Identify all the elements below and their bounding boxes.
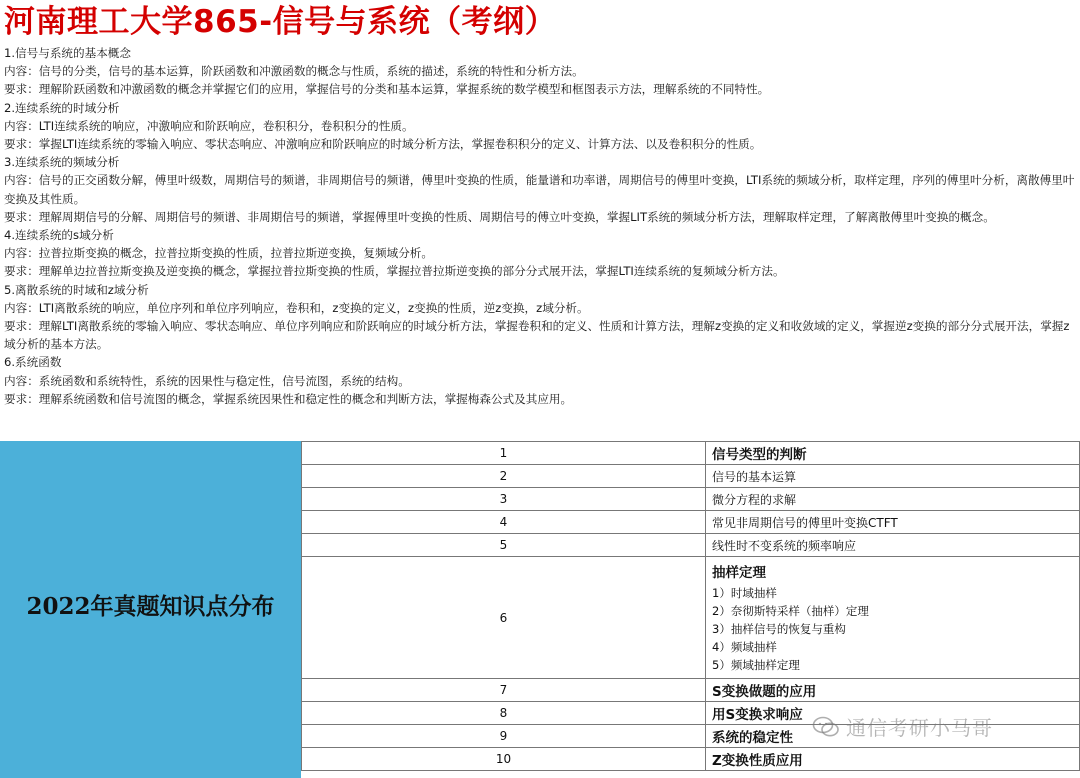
table-row <box>302 488 1080 511</box>
section-requirement: 要求：理解LTI离散系统的零输入响应、零状态响应、单位序列响应和阶跃响应的时域分析方法，掌握卷积和的定义、性质和计算方法，理解z变换的定义和收敛域的定义，掌握逆z变换的部分分式展开法，掌握z域分析的基本方法。 <box>4 319 1070 352</box>
panel-title: 2022年真题知识点分布 <box>26 593 275 620</box>
row-topic: 微分方程的求解 <box>706 488 1080 511</box>
row-number: 6 <box>302 557 706 679</box>
subtopic: 2）奈彻斯特采样（抽样）定理 <box>712 603 869 618</box>
section-heading: 4.连续系统的s域分析 <box>4 228 114 243</box>
subtopic: 3）抽样信号的恢复与重构 <box>712 621 846 636</box>
table-row <box>302 442 1080 465</box>
section-heading: 2.连续系统的时域分析 <box>4 100 120 115</box>
section-requirement: 要求：理解阶跃函数和冲激函数的概念并掌握它们的应用，掌握信号的分类和基本运算，掌握系统的数学模型和框图表示方法，理解系统的不同特性。 <box>4 82 770 97</box>
section-requirement: 要求：理解周期信号的分解、周期信号的频谱、非周期信号的频谱，掌握傅里叶变换的性质、周期信号的傅立叶变换，掌握LIT系统的频域分析方法，理解取样定理，了解离散傅里叶变换的概念。 <box>4 209 995 224</box>
section-heading: 5.离散系统的时域和z域分析 <box>4 282 149 297</box>
table-row <box>302 557 1080 679</box>
section-requirement: 要求：理解单边拉普拉斯变换及逆变换的概念，掌握拉普拉斯变换的性质，掌握拉普拉斯逆变换的部分分式展开法，掌握LTI连续系统的复频域分析方法。 <box>4 264 785 279</box>
row-topic: 常见非周期信号的傅里叶变换CTFT <box>706 511 1080 534</box>
table-row <box>302 534 1080 557</box>
section-heading: 1.信号与系统的基本概念 <box>4 46 131 60</box>
row-number: 8 <box>302 702 706 725</box>
table-row <box>302 679 1080 702</box>
table-row <box>302 511 1080 534</box>
row-number: 3 <box>302 488 706 511</box>
subtopic: 1）时域抽样 <box>712 585 777 600</box>
subtopic: 4）频域抽样 <box>712 639 777 654</box>
row-topic: 线性时不变系统的频率响应 <box>706 534 1080 557</box>
section-content: 内容：信号的正交函数分解，傅里叶级数，周期信号的频谱，非周期信号的频谱，傅里叶变换的性质，能量谱和功率谱，周期信号的傅里叶变换，LTI系统的频域分析，取样定理，序列的傅里叶分析，离散傅里叶变换及其性质。 <box>4 173 1075 206</box>
row-topic: Z变换性质应用 <box>706 748 1080 771</box>
section-heading: 3.连续系统的频域分析 <box>4 155 120 170</box>
section-requirement: 要求：掌握LTI连续系统的零输入响应、零状态响应、冲激响应和阶跃响应的时域分析方法，掌握卷积积分的定义、计算方法、以及卷积积分的性质。 <box>4 137 762 152</box>
row-topic: 信号类型的判断 <box>706 442 1080 465</box>
page-title: 河南理工大学865-信号与系统（考纲） <box>4 4 557 40</box>
row-topic: S变换做题的应用 <box>706 679 1080 702</box>
row-topic-group <box>706 557 1080 679</box>
section-content: 内容：信号的分类，信号的基本运算，阶跃函数和冲激函数的概念与性质，系统的描述，系统的特性和分析方法。 <box>4 64 584 79</box>
syllabus-outline <box>4 44 1078 408</box>
watermark-text: 通信考研小马哥 <box>846 716 993 740</box>
row-number: 7 <box>302 679 706 702</box>
wechat-icon <box>812 716 840 738</box>
table-row <box>302 465 1080 488</box>
section-content: 内容：系统函数和系统特性，系统的因果性与稳定性，信号流图，系统的结构。 <box>4 373 410 388</box>
row-number: 10 <box>302 748 706 771</box>
row-number: 5 <box>302 534 706 557</box>
row-topic: 信号的基本运算 <box>706 465 1080 488</box>
section-requirement: 要求：理解系统函数和信号流图的概念，掌握系统因果性和稳定性的概念和判断方法，掌握梅森公式及其应用。 <box>4 391 573 406</box>
row-number: 4 <box>302 511 706 534</box>
row-number: 2 <box>302 465 706 488</box>
row-topic: 系统的稳定性 <box>706 725 1080 748</box>
section-content: 内容：LTI连续系统的响应，冲激响应和阶跃响应，卷积积分，卷积积分的性质。 <box>4 118 414 133</box>
section-content: 内容：拉普拉斯变换的概念，拉普拉斯变换的性质，拉普拉斯逆变换，复频域分析。 <box>4 246 433 261</box>
table-row <box>302 748 1080 771</box>
row-topic: 抽样定理 <box>712 564 766 581</box>
row-topic: 用S变换求响应 <box>706 702 1080 725</box>
exam-distribution-panel <box>0 441 301 778</box>
section-content: 内容：LTI离散系统的响应，单位序列和单位序列响应，卷积和，z变换的定义，z变换的性质，逆z变换，z域分析。 <box>4 300 589 315</box>
row-number: 9 <box>302 725 706 748</box>
watermark <box>812 712 993 741</box>
row-number: 1 <box>302 442 706 465</box>
subtopic: 5）频域抽样定理 <box>712 657 800 672</box>
section-heading: 6.系统函数 <box>4 355 62 370</box>
